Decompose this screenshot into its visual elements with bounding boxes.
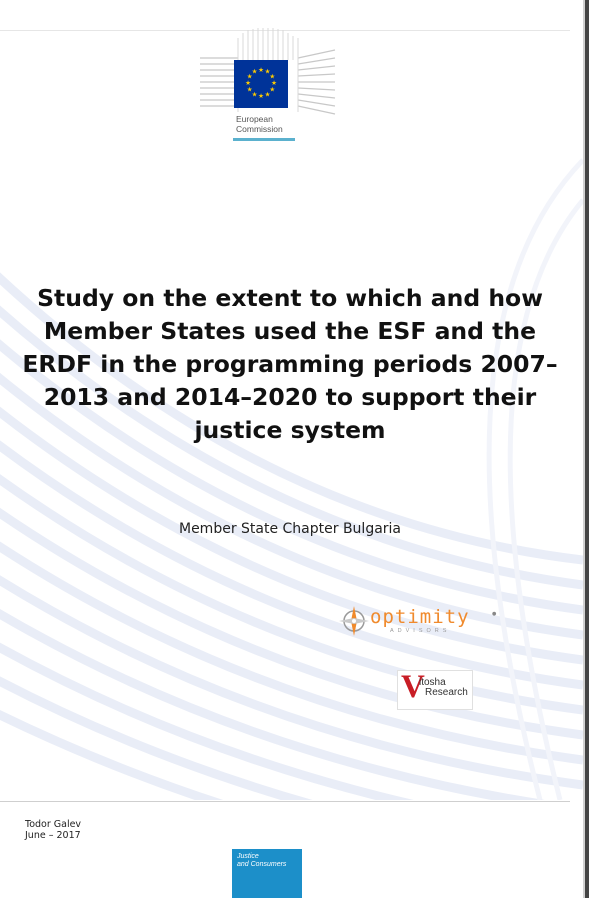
organization-line2: Commission [236,124,283,134]
justice-and-consumers-badge [232,849,302,898]
vitosha-wordmark [419,678,468,698]
registered-mark: ● [492,611,497,617]
compass-icon [338,605,370,637]
svg-text:★: ★ [258,92,264,100]
author-name: Todor Galev [25,819,82,830]
dg-line2: and Consumers [237,861,287,868]
vitosha-line1: itosha [419,677,446,688]
svg-text:★: ★ [264,67,271,76]
svg-text:★: ★ [264,90,271,99]
svg-text:★: ★ [271,79,277,87]
logo-underline [233,138,295,141]
svg-text:★: ★ [258,66,264,74]
optimity-wordmark: optimity [370,606,470,628]
publication-date: June – 2017 [25,830,81,841]
footer-divider [0,801,570,802]
document-title: Study on the extent to which and how Member States used the ESF and the ERDF in the programming periods 2007–2013 and 2014–2020 to support their justice system [22,284,558,444]
dg-line1: Justice [237,853,259,860]
optimity-advisors-logo [338,603,498,643]
svg-text:★: ★ [251,90,258,99]
svg-text:★: ★ [269,85,276,94]
svg-text:★: ★ [245,79,251,87]
author-block [25,819,81,841]
svg-text:★: ★ [269,72,276,81]
vitosha-initial: V [401,669,425,705]
vitosha-research-logo [397,670,473,710]
svg-text:★: ★ [251,67,258,76]
document-subtitle: Member State Chapter Bulgaria [178,521,402,537]
organization-line1: European [236,114,273,124]
svg-text:★: ★ [246,72,253,81]
window-edge [585,0,589,898]
svg-text:★: ★ [246,85,253,94]
european-commission-wordmark [236,114,306,134]
optimity-tagline: ADVISORS [390,628,451,634]
dg-label [237,853,286,869]
vitosha-line2: Research [425,687,468,698]
